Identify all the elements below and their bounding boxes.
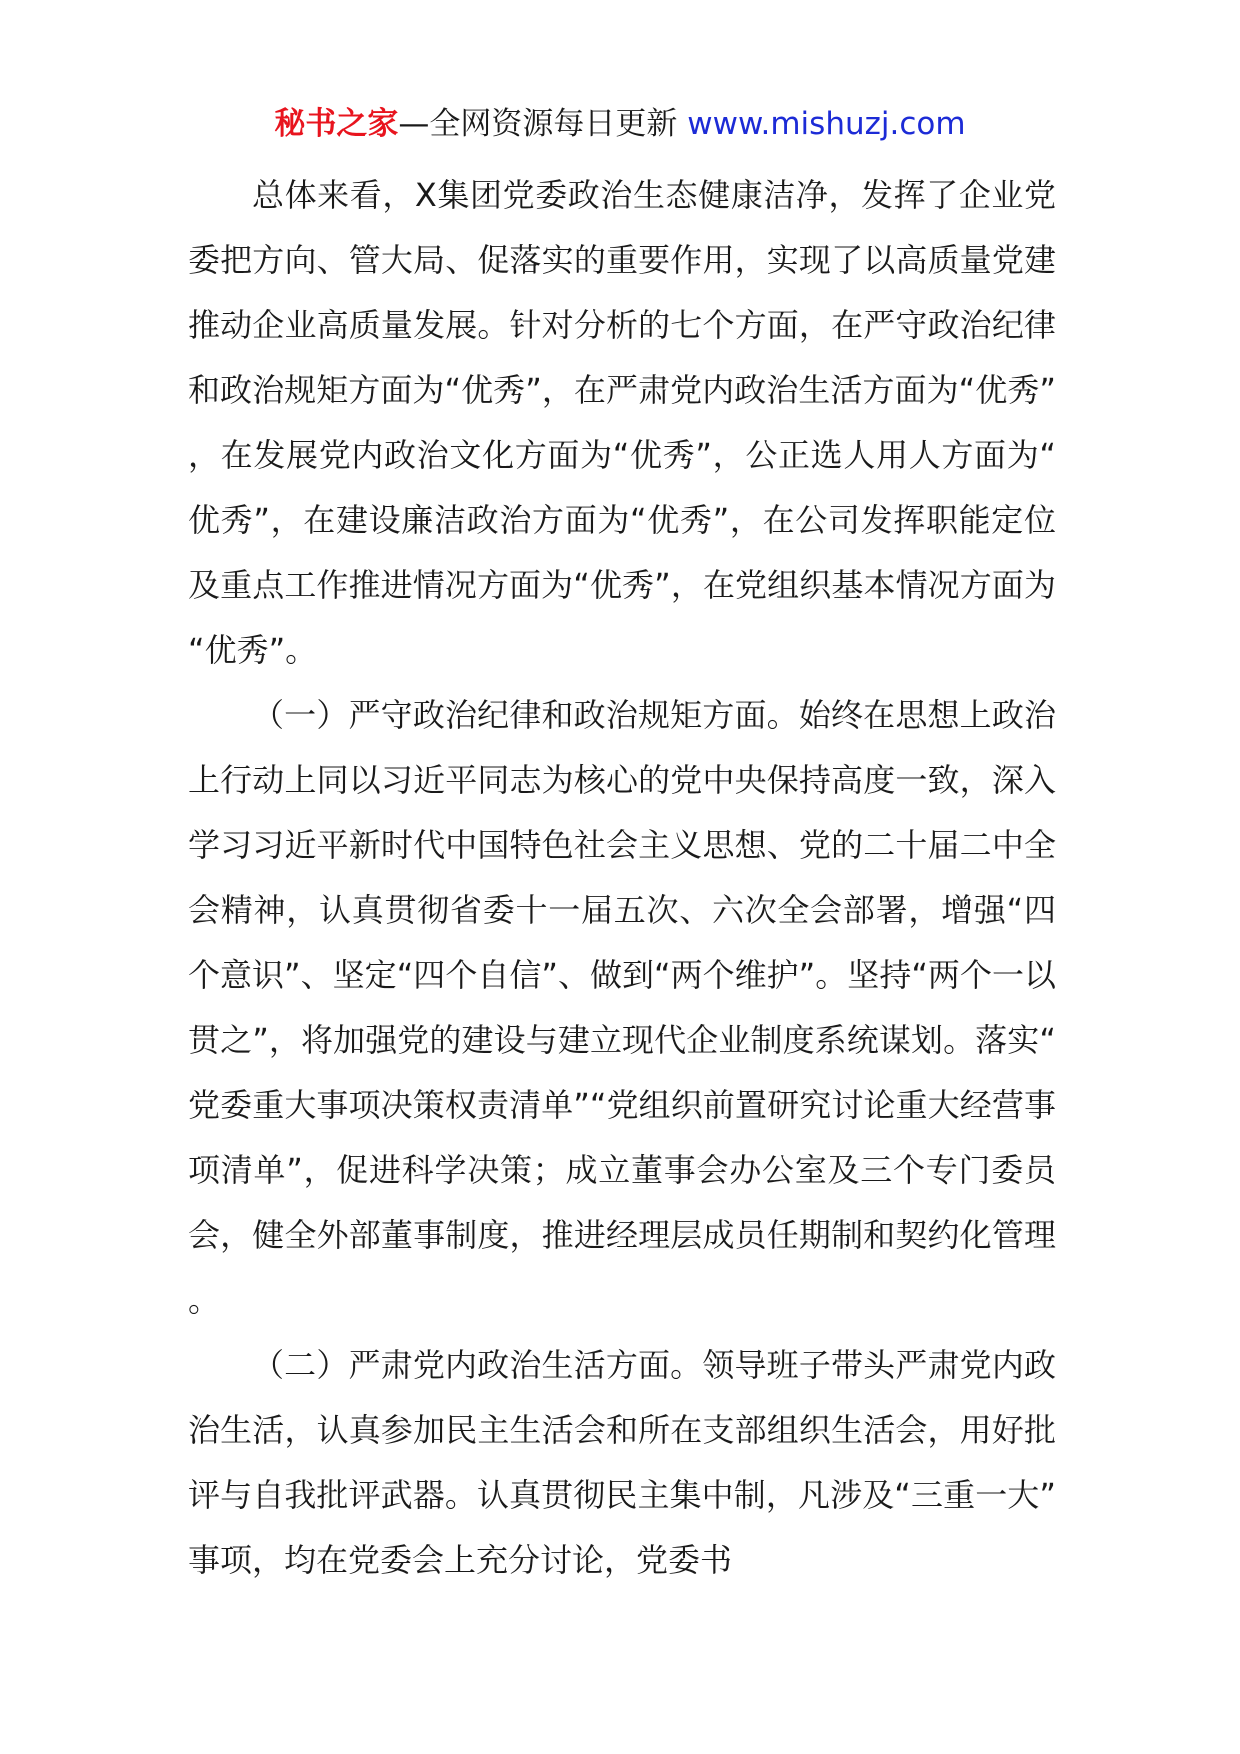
website-link[interactable]: www.mishuzj.com bbox=[687, 106, 966, 142]
document-body bbox=[188, 163, 1056, 1593]
paragraph-section-2: （二）严肃党内政治生活方面。领导班子带头严肃党内政治生活，认真参加民主生活会和所在支部组织生活会，用好批评与自我批评武器。认真贯彻民主集中制，凡涉及“三重一大”事项，均在党委会上充分讨论，党委书 bbox=[188, 1346, 1056, 1579]
header-tagline: —全网资源每日更新 bbox=[398, 106, 688, 142]
brand-name: 秘书之家 bbox=[274, 106, 399, 142]
paragraph-section-1: （一）严守政治纪律和政治规矩方面。始终在思想上政治上行动上同以习近平同志为核心的党中央保持高度一致，深入学习习近平新时代中国特色社会主义思想、党的二十届二中全会精神，认真贯彻省委十一届五次、六次全会部署，增强“四个意识”、坚定“四个自信”、做到“两个维护”。坚持“两个一以贯之”，将加强党的建设与建立现代企业制度系统谋划。落实“党委重大事项决策权责清单”“党组织前置研究讨论重大经营事项清单”，促进科学决策；成立董事会办公室及三个专门委员会，健全外部董事制度，推进经理层成员任期制和契约化管理。 bbox=[188, 696, 1056, 1319]
page-header bbox=[0, 102, 1240, 146]
paragraph-summary: 总体来看，X集团党委政治生态健康洁净，发挥了企业党委把方向、管大局、促落实的重要作用，实现了以高质量党建推动企业高质量发展。针对分析的七个方面，在严守政治纪律和政治规矩方面为“优秀”，在严肃党内政治生活方面为“优秀”，在发展党内政治文化方面为“优秀”，公正选人用人方面为“优秀”，在建设廉洁政治方面为“优秀”，在公司发挥职能定位及重点工作推进情况方面为“优秀”，在党组织基本情况方面为“优秀”。 bbox=[188, 176, 1056, 669]
